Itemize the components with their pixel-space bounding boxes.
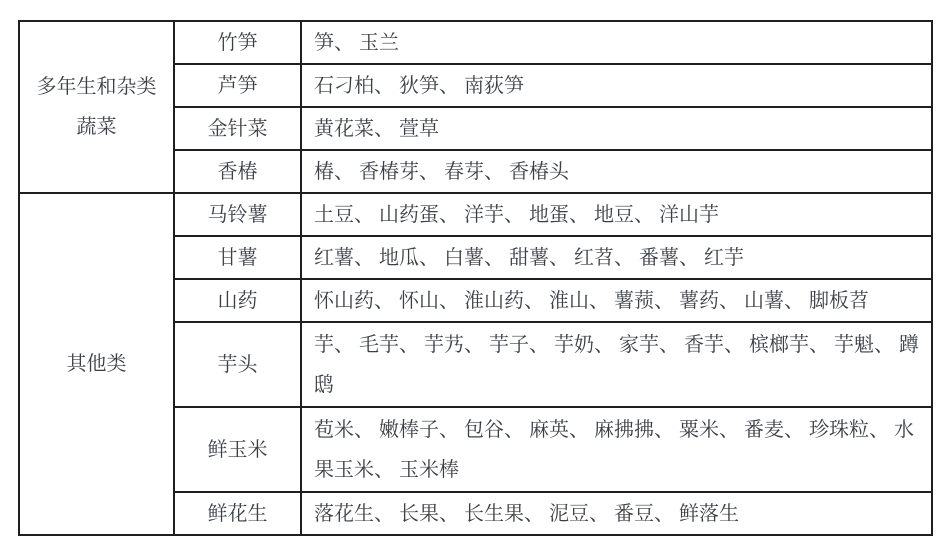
- aliases-cell: 土豆、 山药蛋、 洋芋、 地蛋、 地豆、 洋山芋: [301, 193, 932, 236]
- aliases-cell: 石刁柏、 狄笋、 南荻笋: [301, 64, 932, 107]
- aliases-cell: 红薯、 地瓜、 白薯、 甜薯、 红苕、 番薯、 红芋: [301, 236, 932, 279]
- vegetable-name-cell: 竹笋: [174, 21, 301, 64]
- vegetable-name-cell: 金针菜: [174, 107, 301, 150]
- vegetable-name-cell: 甘薯: [174, 236, 301, 279]
- table-row: [19, 21, 932, 64]
- aliases-cell: 笋、 玉兰: [301, 21, 932, 64]
- category-label-line: 其他类: [66, 353, 127, 375]
- vegetable-name-cell: 马铃薯: [174, 193, 301, 236]
- category-cell-other: [19, 193, 174, 535]
- vegetable-name-cell: 山药: [174, 279, 301, 322]
- vegetable-name-cell: 芋头: [174, 322, 301, 407]
- aliases-cell: 椿、 香椿芽、 春芽、 香椿头: [301, 150, 932, 193]
- table-container: [18, 20, 933, 536]
- aliases-cell: 怀山药、 怀山、 淮山药、 淮山、 薯蓣、 薯药、 山薯、 脚板苕: [301, 279, 932, 322]
- aliases-cell: 苞米、 嫩棒子、 包谷、 麻英、 麻拂拂、 粟米、 番麦、 珍珠粒、 水果玉米、 玉米棒: [301, 407, 932, 492]
- vegetable-classification-table: [18, 20, 933, 536]
- vegetable-name-cell: 芦笋: [174, 64, 301, 107]
- aliases-cell: 落花生、 长果、 长生果、 泥豆、 番豆、 鲜落生: [301, 492, 932, 535]
- category-label-line: 多年生和杂类: [36, 76, 157, 98]
- vegetable-name-cell: 鲜花生: [174, 492, 301, 535]
- category-cell-perennial: [19, 21, 174, 193]
- vegetable-name-cell: 香椿: [174, 150, 301, 193]
- category-label-line: 蔬菜: [76, 116, 117, 138]
- aliases-cell: 芋、 毛芋、 芋艿、 芋子、 芋奶、 家芋、 香芋、 槟榔芋、 芋魁、 蹲鸱: [301, 322, 932, 407]
- table-row: [19, 193, 932, 236]
- aliases-cell: 黄花菜、 萱草: [301, 107, 932, 150]
- vegetable-name-cell: 鲜玉米: [174, 407, 301, 492]
